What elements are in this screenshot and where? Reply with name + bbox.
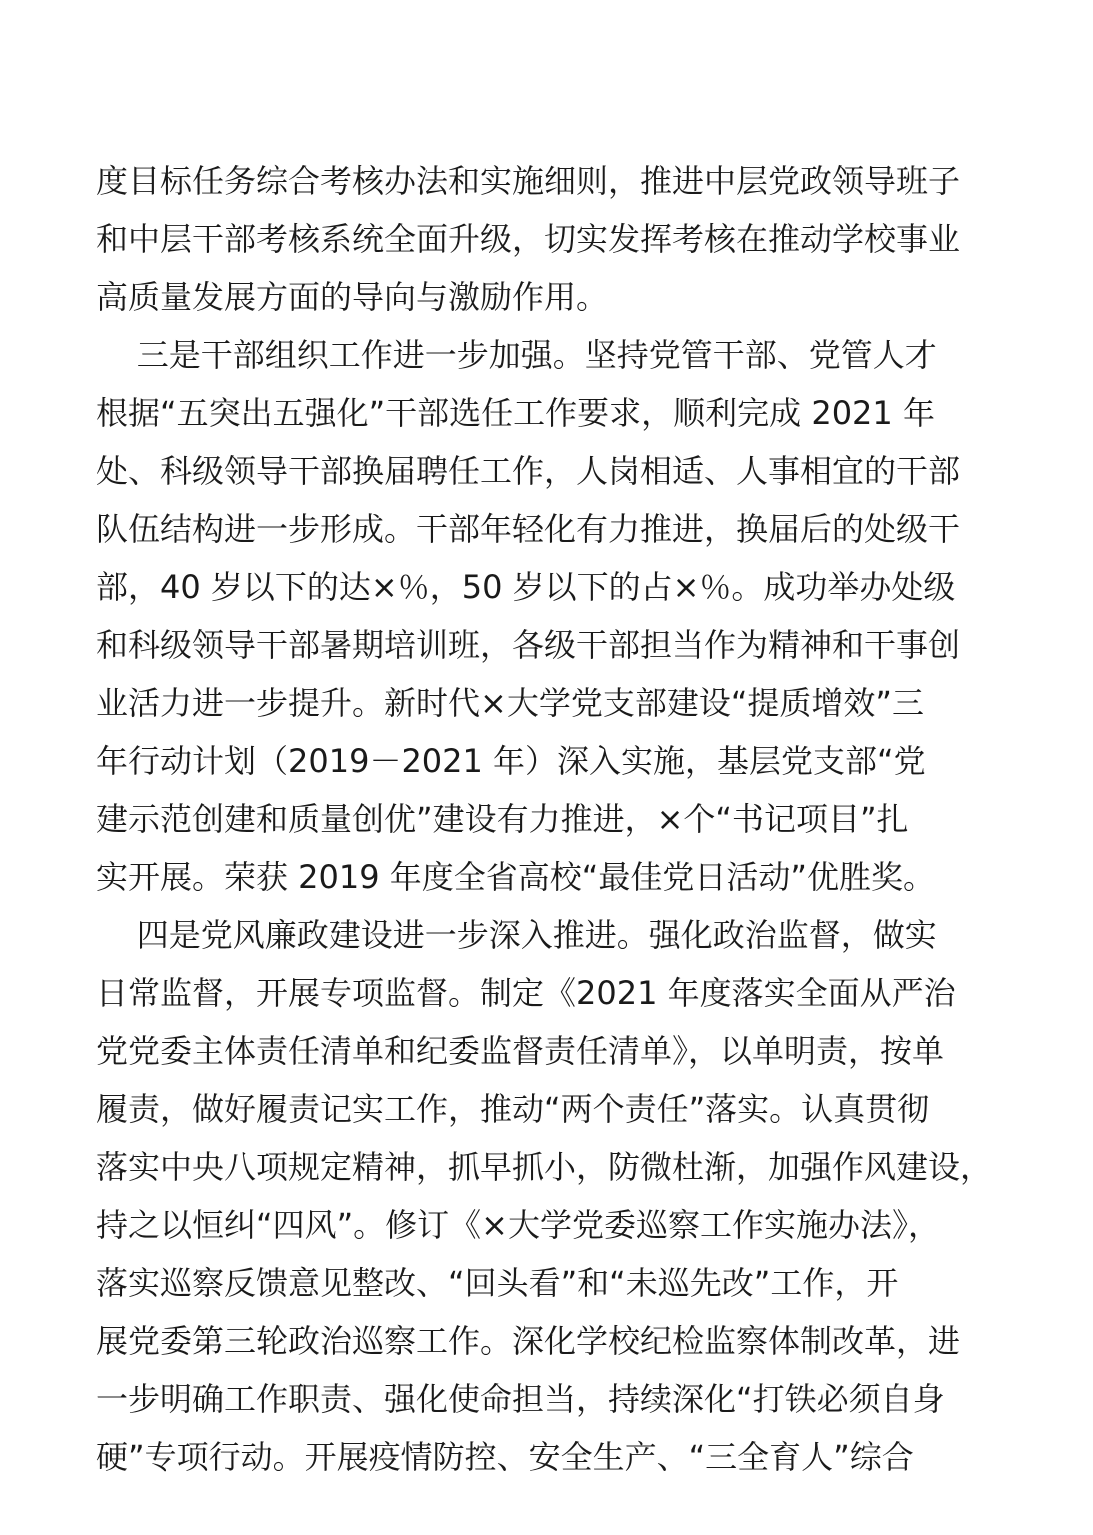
text-line: 和中层干部考核系统全面升级，切实发挥考核在推动学校事业	[96, 220, 961, 258]
text-line: 履责，做好履责记实工作，推动“两个责任”落实。认真贯彻	[96, 1090, 930, 1128]
text-line: 实开展。荣获 2019 年度全省高校“最佳党日活动”优胜奖。	[96, 858, 935, 896]
paragraph-start-line: 四是党风廉政建设进一步深入推进。强化政治监督，做实	[96, 916, 937, 954]
text-line: 根据“五突出五强化”干部选任工作要求，顺利完成 2021 年	[96, 394, 935, 432]
text-line: 和科级领导干部暑期培训班，各级干部担当作为精神和干事创	[96, 626, 961, 664]
text-line: 队伍结构进一步形成。干部年轻化有力推进，换届后的处级干	[96, 510, 961, 548]
text-line: 持之以恒纠“四风”。修订《×大学党委巡察工作实施办法》，	[96, 1206, 940, 1244]
text-line: 日常监督，开展专项监督。制定《2021 年度落实全面从严治	[96, 974, 956, 1012]
document-body	[96, 152, 1036, 1486]
text-line: 建示范创建和质量创优”建设有力推进，×个“书记项目”扎	[96, 800, 909, 838]
text-line: 业活力进一步提升。新时代×大学党支部建设“提质增效”三	[96, 684, 924, 722]
text-line: 一步明确工作职责、强化使命担当，持续深化“打铁必须自身	[96, 1380, 945, 1418]
text-line: 年行动计划（2019－2021 年）深入实施，基层党支部“党	[96, 742, 926, 780]
text-line: 展党委第三轮政治巡察工作。深化学校纪检监察体制改革，进	[96, 1322, 961, 1360]
text-line: 落实中央八项规定精神，抓早抓小，防微杜渐，加强作风建设，	[96, 1148, 993, 1186]
text-line: 党党委主体责任清单和纪委监督责任清单》，以单明责，按单	[96, 1032, 945, 1070]
text-line: 度目标任务综合考核办法和实施细则，推进中层党政领导班子	[96, 162, 961, 200]
text-line: 落实巡察反馈意见整改、“回头看”和“未巡先改”工作，开	[96, 1264, 899, 1302]
text-line: 处、科级领导干部换届聘任工作，人岗相适、人事相宜的干部	[96, 452, 961, 490]
text-line: 高质量发展方面的导向与激励作用。	[96, 278, 609, 316]
text-line: 硬”专项行动。开展疫情防控、安全生产、“三全育人”综合	[96, 1438, 914, 1476]
text-line: 部，40 岁以下的达×％，50 岁以下的占×％。成功举办处级	[96, 568, 956, 606]
paragraph-start-line: 三是干部组织工作进一步加强。坚持党管干部、党管人才	[96, 336, 937, 374]
